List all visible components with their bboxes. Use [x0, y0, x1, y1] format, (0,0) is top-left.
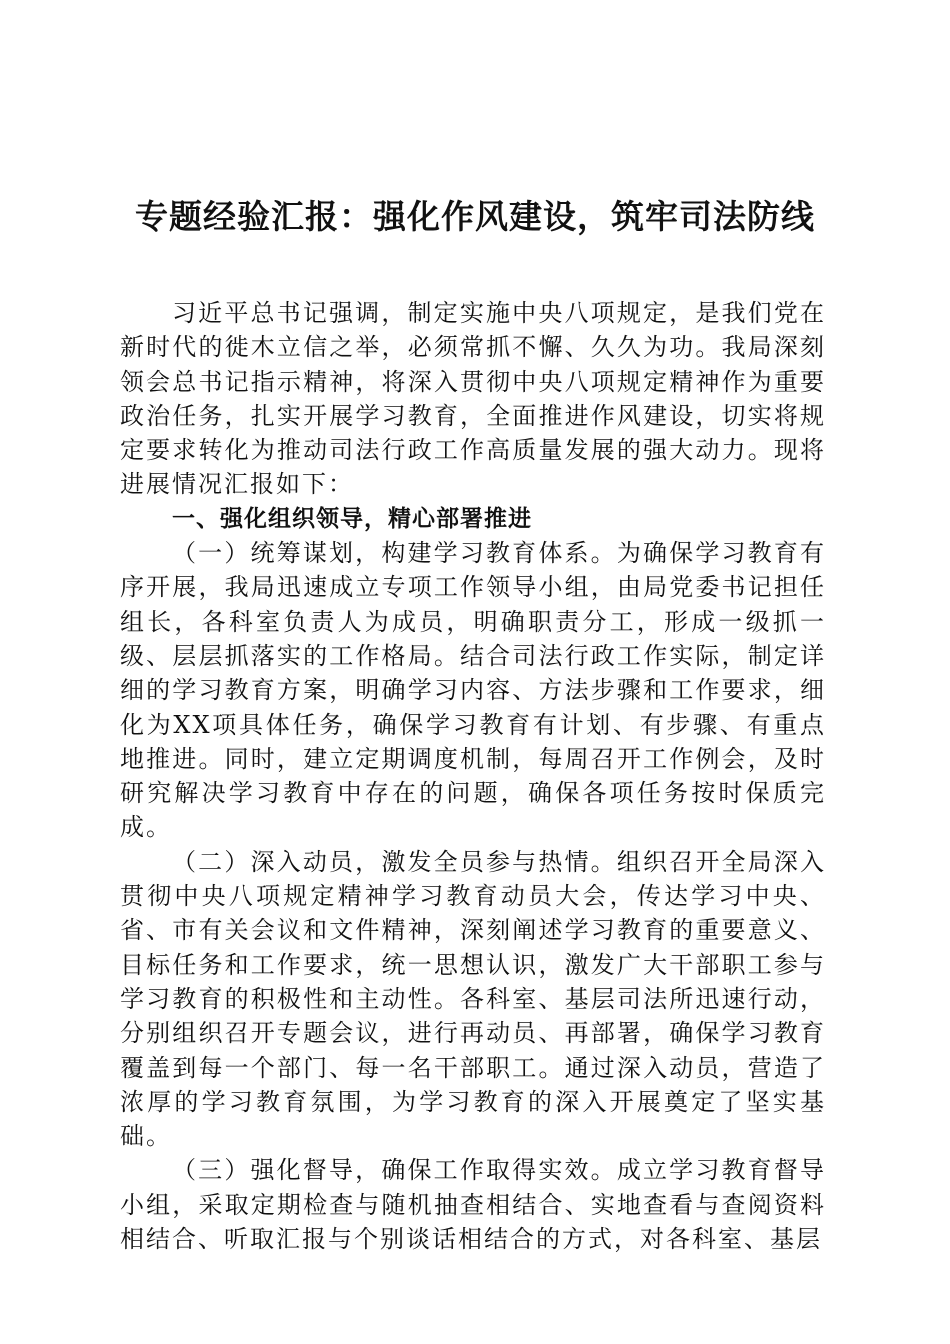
item-lead-1: （一）统筹谋划，构建学习教育体系。	[172, 539, 617, 568]
document-body	[120, 296, 826, 1256]
item-text-2: 组织召开全局深入贯彻中央八项规定精神学习教育动员大会，传达学习中央、省、市有关会议和文件精神，深刻阐述学习教育的重要意义、目标任务和工作要求，统一思想认识，激发广大干部职工参与学习教育的积极性和主动性。各科室、基层司法所迅速行动，分别组织召开专题会议，进行再动员、再部署，确保学习教育覆盖到每一个部门、每一名干部职工。通过深入动员，营造了浓厚的学习教育氛围，为学习教育的深入开展奠定了坚实基础。	[120, 847, 827, 1151]
item-paragraph-3	[120, 1153, 826, 1256]
item-lead-2: （二）深入动员，激发全员参与热情。	[172, 847, 617, 876]
document-title: 专题经验汇报：强化作风建设，筑牢司法防线	[135, 197, 815, 236]
item-paragraph-2	[120, 845, 826, 1154]
intro-paragraph: 习近平总书记强调，制定实施中央八项规定，是我们党在新时代的徙木立信之举，必须常抓不懈、久久为功。我局深刻领会总书记指示精神，将深入贯彻中央八项规定精神作为重要政治任务，扎实开展学习教育，全面推进作风建设，切实将规定要求转化为推动司法行政工作高质量发展的强大动力。现将进展情况汇报如下：	[120, 299, 826, 499]
item-text-1: 为确保学习教育有序开展，我局迅速成立专项工作领导小组，由局党委书记担任组长，各科室负责人为成员，明确职责分工，形成一级抓一级、层层抓落实的工作格局。结合司法行政工作实际，制定详细的学习教育方案，明确学习内容、方法步骤和工作要求，细化为XX项具体任务，确保学习教育有计划、有步骤、有重点地推进。同时，建立定期调度机制，每周召开工作例会，及时研究解决学习教育中存在的问题，确保各项任务按时保质完成。	[120, 539, 827, 842]
item-lead-3: （三）强化督导，确保工作取得实效。	[172, 1156, 617, 1185]
section-heading: 一、强化组织领导，精心部署推进	[172, 505, 532, 532]
item-paragraph-1	[120, 536, 826, 845]
item-text-3: 成立学习教育督导小组，采取定期检查与随机抽查相结合、实地查看与查阅资料相结合、听取汇报与个别谈话相结合的方式，对各科室、基层	[120, 1156, 827, 1254]
